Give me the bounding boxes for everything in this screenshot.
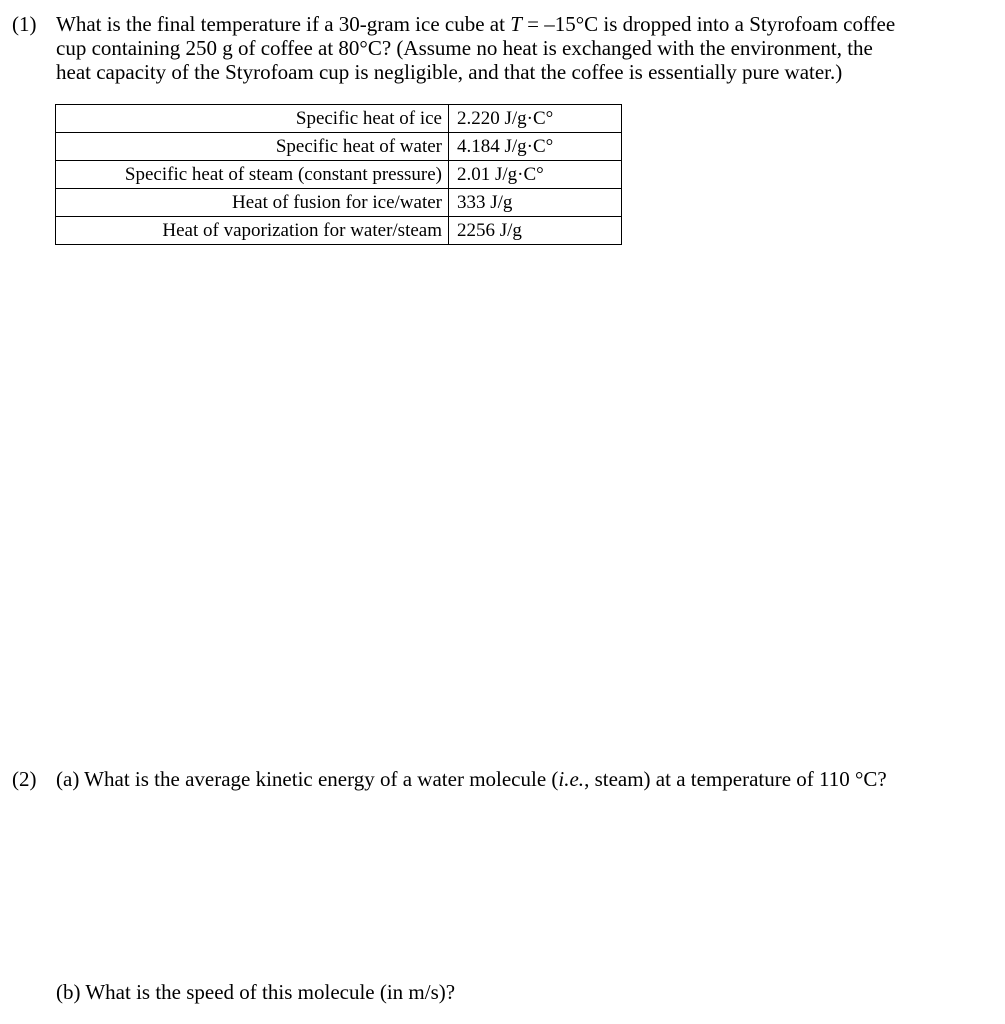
- question-2a-prefix: (a) What is the average kinetic energy of a water molecule (: [56, 767, 559, 791]
- table-row: [56, 133, 622, 161]
- question-1-line-2: cup containing 250 g of coffee at 80°C? (Assume no heat is exchanged with the environment, the: [56, 36, 873, 60]
- table-label-cell: Specific heat of steam (constant pressure): [56, 161, 449, 189]
- question-2b-text: (b) What is the speed of this molecule (in m/s)?: [56, 980, 456, 1004]
- table-value-cell: 4.184 J/g·C°: [449, 133, 622, 161]
- table-value-cell: 333 J/g: [449, 189, 622, 217]
- table-row: [56, 217, 622, 245]
- question-1-line-1: [56, 12, 1001, 36]
- table-row: [56, 189, 622, 217]
- question-1-line-3: heat capacity of the Styrofoam cup is negligible, and that the coffee is essentially pure water.): [56, 60, 843, 84]
- question-2a-text: [56, 767, 887, 791]
- table-value-cell: 2256 J/g: [449, 217, 622, 245]
- question-2a-suffix: , steam) at a temperature of 110 °C?: [584, 767, 887, 791]
- question-2-number: (2): [12, 767, 37, 791]
- question-1-line-1-part-a: What is the final temperature if a 30-gram ice cube at: [56, 12, 511, 36]
- table-label-cell: Specific heat of water: [56, 133, 449, 161]
- question-1-number: (1): [12, 12, 37, 36]
- table-value-cell: 2.220 J/g·C°: [449, 105, 622, 133]
- question-1-text: [56, 12, 1001, 84]
- table-value-cell: 2.01 J/g·C°: [449, 161, 622, 189]
- question-1-line-1-part-b: = –15°C is dropped into a Styrofoam coffee: [521, 12, 896, 36]
- table-label-cell: Heat of vaporization for water/steam: [56, 217, 449, 245]
- table-row: [56, 161, 622, 189]
- table-label-cell: Heat of fusion for ice/water: [56, 189, 449, 217]
- table-label-cell: Specific heat of ice: [56, 105, 449, 133]
- temperature-variable: T: [510, 12, 522, 36]
- question-2a-italic: i.e.: [558, 767, 585, 791]
- table-row: [56, 105, 622, 133]
- constants-table: [55, 104, 622, 245]
